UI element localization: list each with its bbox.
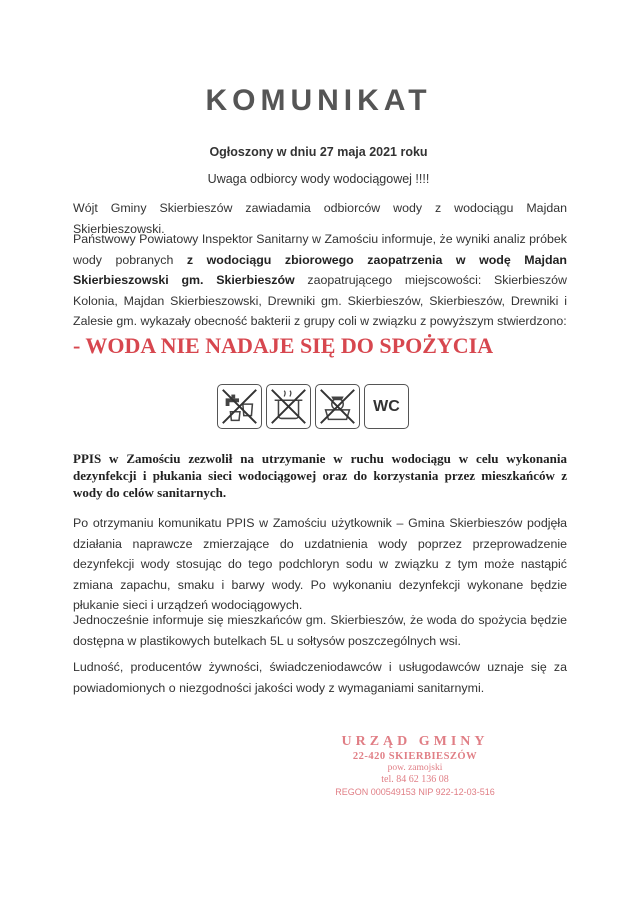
paragraph-inspector-results — [73, 229, 567, 332]
wc-label: WC — [373, 397, 400, 415]
paragraph-text: zaopatrującego miejscowości: Skierbieszów Kolonia, Majdan Skierbieszowski, Drewniki gm. Skierbieszów, Skierbieszów, Drewniki i Zalesie gm. wykazały obecność bakterii z grupy coli w związku z powyższym stwierdzono: — [73, 273, 567, 328]
announcement-date: Ogłoszony w dniu 27 maja 2021 roku — [209, 145, 428, 159]
office-stamp — [330, 734, 500, 797]
paragraph-mayor-notice: Wójt Gminy Skierbieszów zawiadamia odbiorców wody z wodociągu Majdan Skierbieszowski. — [73, 201, 567, 236]
no-drinking-tap-icon — [217, 384, 262, 429]
paragraph-bottled-water: Jednocześnie informuje się mieszkańców gm. Skierbieszów, że woda do spożycia będzie dostępna w plastikowych butelkach 5L u sołtysów poszczególnych wsi. — [73, 613, 567, 648]
attention-line: Uwaga odbiorcy wody wodociągowej !!!! — [207, 172, 430, 186]
ppis-notice: PPIS w Zamościu zezwolił na utrzymanie w ruchu wodociągu w celu wykonania dezynfekcji i płukania sieci wodociągowej oraz do korzystania przez mieszkańców z wody do celów sanitarnych. — [73, 451, 567, 500]
no-cooking-pot-icon — [266, 384, 311, 429]
paragraph-text: Państwowy Powiatowy Inspektor Sanitarny w Zamościu informuje, że wyniki analiz próbek wody pobranych — [73, 232, 567, 267]
stamp-county: pow. zamojski — [387, 763, 443, 773]
stamp-regon-nip: REGON 000549153 NIP 922-12-03-516 — [335, 787, 495, 797]
paragraph-disinfection: Po otrzymaniu komunikatu PPIS w Zamościu użytkownik – Gmina Skierbieszów podjęła działania naprawcze zmierzające do uzdatnienia wody poprzez przeprowadzenie dezynfekcji wody stosując do tego podchloryn sodu w związku z tym może nastąpić zmiana zapachu, smaku i barwy wody. Po wykonaniu dezynfekcji wykonane będzie płukanie sieci i urządzeń wodociągowych. — [73, 516, 567, 612]
stamp-address: 22-420 SKIERBIESZÓW — [352, 751, 478, 762]
stamp-phone: tel. 84 62 136 08 — [381, 774, 449, 785]
wc-icon — [364, 384, 409, 429]
pictogram-row — [217, 384, 417, 432]
paragraph-bold-text: z wodociągu zbiorowego zaopatrzenia w wodę Majdan Skierbieszowski gm. Skierbieszów — [73, 252, 567, 287]
no-dishwashing-icon — [315, 384, 360, 429]
paragraph-notification: Ludność, producentów żywności, świadczeniodawców i usługodawców uznaje się za powiadomionych o niezgodności jakości wody z wymaganiami sanitarnymi. — [73, 660, 567, 695]
page-title: KOMUNIKAT — [205, 84, 432, 117]
warning-heading: - WODA NIE NADAJE SIĘ DO SPOŻYCIA — [73, 333, 494, 358]
stamp-office-name: URZĄD GMINY — [341, 734, 489, 749]
